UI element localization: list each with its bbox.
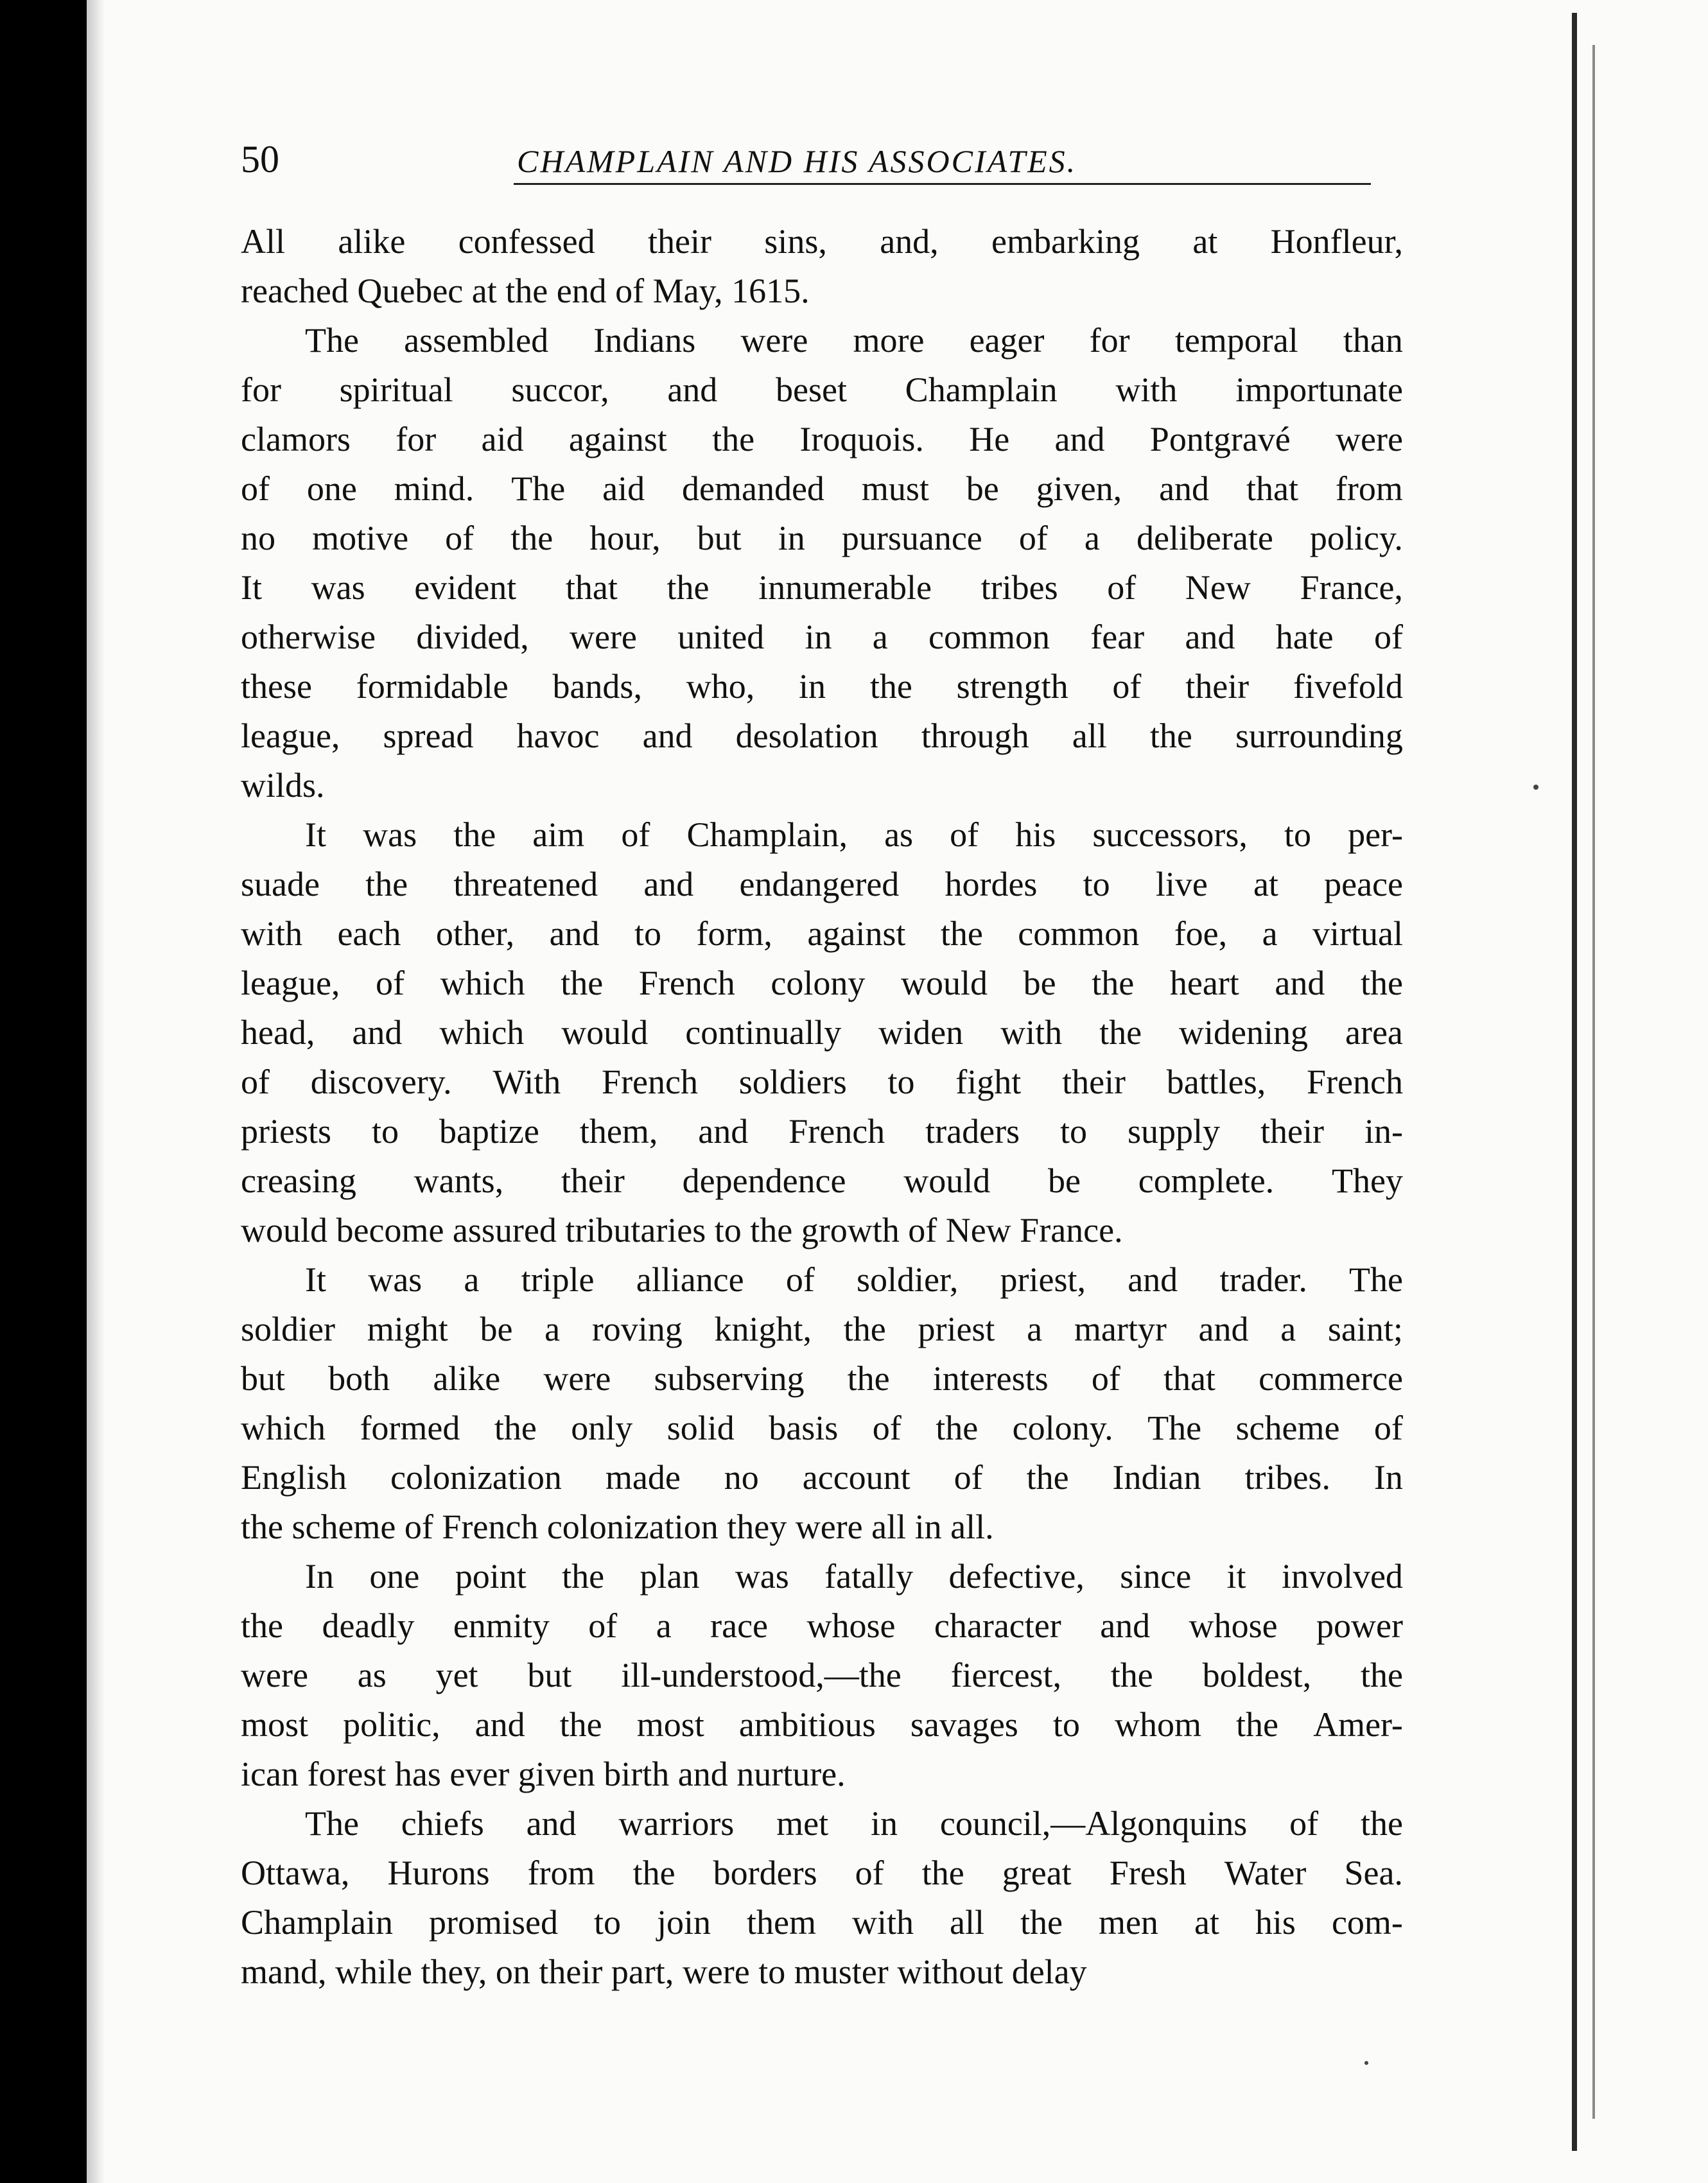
text-line: ican forest has ever given birth and nurture. bbox=[241, 1755, 846, 1793]
text-line: most politic, and the most ambitious savages to whom the Amer- bbox=[241, 1705, 1403, 1744]
page-gutter-shadow bbox=[87, 0, 105, 2183]
text-line: league, of which the French colony would be the heart and the bbox=[241, 964, 1403, 1002]
ink-speck bbox=[1364, 2061, 1368, 2065]
text-line: clamors for aid against the Iroquois. He and Pontgravé were bbox=[241, 420, 1403, 458]
title-underline bbox=[514, 183, 1371, 185]
ink-speck bbox=[1533, 785, 1538, 790]
text-line: It was a triple alliance of soldier, priest, and trader. The bbox=[305, 1260, 1403, 1299]
text-line: It was the aim of Champlain, as of his successors, to per- bbox=[305, 815, 1403, 854]
text-line: English colonization made no account of the Indian tribes. In bbox=[241, 1458, 1403, 1497]
paragraph bbox=[241, 1260, 1403, 1556]
text-line: The assembled Indians were more eager for temporal than bbox=[305, 321, 1403, 360]
text-line: mand, while they, on their part, were to muster without delay bbox=[241, 1953, 1087, 1991]
text-line: Champlain promised to join them with all the men at his com- bbox=[241, 1903, 1403, 1942]
text-line: for spiritual succor, and beset Champlain with importunate bbox=[241, 370, 1403, 409]
text-line: head, and which would continually widen with the widening area bbox=[241, 1013, 1403, 1052]
paragraph bbox=[241, 320, 1403, 815]
text-line: otherwise divided, were united in a common fear and hate of bbox=[241, 618, 1403, 656]
text-line: the deadly enmity of a race whose character and whose power bbox=[241, 1606, 1403, 1645]
text-line: Ottawa, Hurons from the borders of the great Fresh Water Sea. bbox=[241, 1854, 1403, 1892]
paragraph bbox=[241, 815, 1403, 1260]
text-line: All alike confessed their sins, and, embarking at Honfleur, bbox=[241, 222, 1403, 261]
text-line: of discovery. With French soldiers to fight their battles, French bbox=[241, 1063, 1403, 1101]
text-line: would become assured tributaries to the growth of New France. bbox=[241, 1211, 1123, 1249]
text-line: The chiefs and warriors met in council,—Algonquins of the bbox=[305, 1804, 1403, 1843]
text-line: of one mind. The aid demanded must be given, and that from bbox=[241, 469, 1403, 508]
text-line: In one point the plan was fatally defective, since it involved bbox=[305, 1557, 1403, 1596]
text-line: reached Quebec at the end of May, 1615. bbox=[241, 272, 810, 310]
text-line: these formidable bands, who, in the strength of their fivefold bbox=[241, 667, 1403, 706]
page-edge-line-faint bbox=[1592, 45, 1595, 2119]
page-edge-line bbox=[1572, 13, 1577, 2151]
text-line: wilds. bbox=[241, 766, 325, 804]
body-text bbox=[241, 222, 1403, 2001]
running-header bbox=[241, 135, 1403, 193]
paragraph bbox=[241, 222, 1403, 320]
text-line: soldier might be a roving knight, the priest a martyr and a saint; bbox=[241, 1310, 1403, 1348]
running-title: CHAMPLAIN AND HIS ASSOCIATES. bbox=[517, 143, 1077, 179]
text-line: which formed the only solid basis of the colony. The scheme of bbox=[241, 1409, 1403, 1447]
text-line: with each other, and to form, against the common foe, a virtual bbox=[241, 914, 1403, 953]
text-line: creasing wants, their dependence would be complete. They bbox=[241, 1161, 1403, 1200]
text-line: the scheme of French colonization they were all in all. bbox=[241, 1508, 994, 1546]
text-line: were as yet but ill-understood,—the fiercest, the boldest, the bbox=[241, 1656, 1403, 1694]
paragraph bbox=[241, 1804, 1403, 2001]
text-line: priests to baptize them, and French traders to supply their in- bbox=[241, 1112, 1403, 1151]
text-line: suade the threatened and endangered hordes to live at peace bbox=[241, 865, 1403, 903]
text-line: but both alike were subserving the interests of that commerce bbox=[241, 1359, 1403, 1398]
page-number: 50 bbox=[241, 138, 279, 180]
text-line: no motive of the hour, but in pursuance of a deliberate policy. bbox=[241, 519, 1403, 557]
text-line: league, spread havoc and desolation through all the surrounding bbox=[241, 717, 1403, 755]
paragraph bbox=[241, 1556, 1403, 1804]
text-line: It was evident that the innumerable tribes of New France, bbox=[241, 568, 1403, 607]
